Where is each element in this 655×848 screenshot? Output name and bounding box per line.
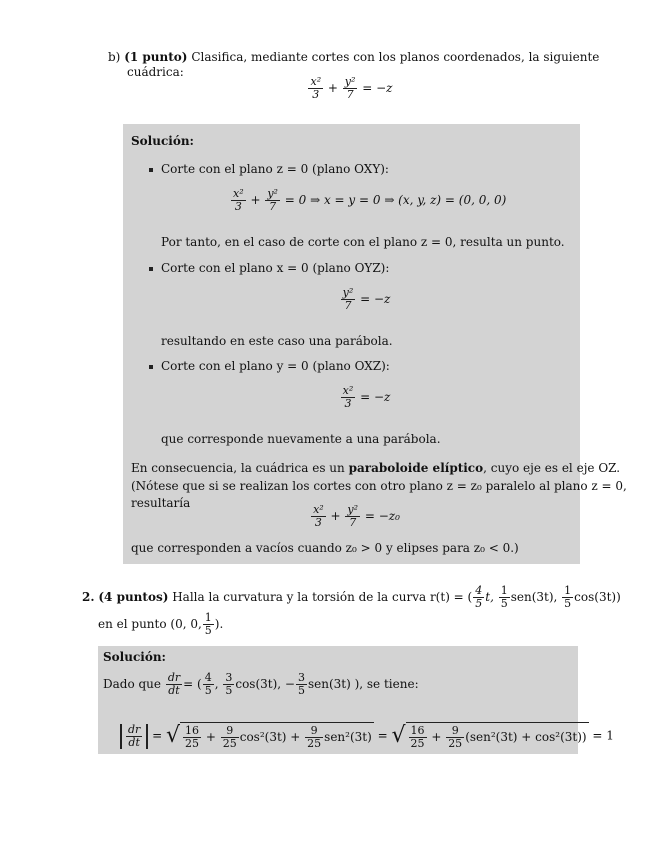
bullet-icon: [149, 168, 153, 172]
bullet-icon: [149, 267, 153, 271]
solution1-heading: Solución:: [131, 134, 194, 148]
problem2-line1: 2. (4 puntos) Halla la curvatura y la torsión de la curva r(t) = ( $\frac{4}{5}$ t, $\frac{1}{5}$ sen(3t), $\frac{1}{5}$ cos(3t)): [82, 584, 621, 610]
problem2-line2: en el punto (0, 0, $\frac{1}{5}$ ).: [98, 611, 224, 637]
part-b-equation: $\frac{\text{x²}}{3}$ + $\frac{\text{y²}}{7}$ = −z: [310, 75, 393, 101]
bullet3-equation: $\frac{\text{x²}}{3}$ = −z: [342, 384, 391, 410]
note-line1: (Nótese que si se realizan los cortes con otro plano z = z₀ paralelo al plano z = 0,: [131, 479, 627, 493]
part-b-line2: cuádrica:: [127, 65, 184, 79]
bullet2-text: Corte con el plano x = 0 (plano OYZ):: [161, 261, 390, 275]
bullet1-equation: $\frac{\text{x²}}{3}$ + $\frac{\text{y²}}{7}$ = 0 ⇒ x = y = 0 ⇒ (x, y, z) = (0, 0, 0): [233, 187, 507, 213]
solution2-heading: Solución:: [103, 650, 166, 664]
bullet1-text: Corte con el plano z = 0 (plano OXY):: [161, 162, 389, 176]
part-b-points: (1 punto): [124, 50, 188, 64]
part-b-label: b): [108, 50, 121, 64]
bullet3-follow: que corresponde nuevamente a una parábola.: [161, 432, 441, 446]
conclusion: En consecuencia, la cuádrica es un paraboloide elíptico, cuyo eje es el eje OZ.: [131, 461, 621, 475]
part-b-text1: Clasifica, mediante cortes con los planos coordenados, la siguiente: [191, 50, 600, 64]
bullet1-follow: Por tanto, en el caso de corte con el plano z = 0, resulta un punto.: [161, 235, 565, 249]
bullet3-text: Corte con el plano y = 0 (plano OXZ):: [161, 359, 390, 373]
note-line3: que corresponden a vacíos cuando z₀ > 0 y elipses para z₀ < 0.): [131, 541, 519, 555]
bullet2-follow: resultando en este caso una parábola.: [161, 334, 393, 348]
bullet2-equation: $\frac{\text{y²}}{7}$ = −z: [342, 286, 391, 312]
bullet-icon: [149, 365, 153, 369]
solution2-dado: Dado que $\frac{dr}{dt}$ = ( $\frac{4}{5}$ , $\frac{3}{5}$ cos(3t), − $\frac{3}{5}$ sen(3t) ), se tiene:: [103, 671, 419, 697]
note-equation: $\frac{\text{x²}}{3}$ + $\frac{\text{y²}}{7}$ = −z₀: [313, 503, 400, 529]
part-b-line1: [108, 50, 599, 64]
note-line2: resultaría: [131, 496, 191, 510]
solution2-norm: $\frac{dr}{dt}$ = √ $\frac{16}{25}$ + $\frac{9}{25}$ cos²(3t) + $\frac{9}{25}$ sen²(3t) = √ $\frac{16}{25}$ + $\frac{9}{25}$ (sen²(3t) + cos²(3t)) = 1: [120, 722, 614, 750]
